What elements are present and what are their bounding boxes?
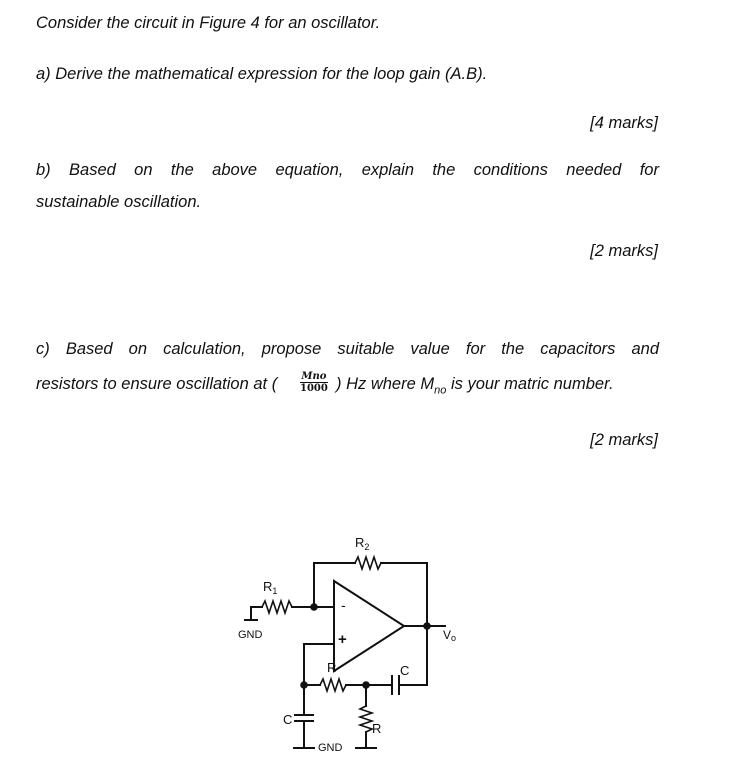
label-gnd-left: GND [238,629,263,641]
resistor-r-series [320,679,346,691]
label-r1: $R_1$ [263,579,278,596]
resistor-r1 [262,601,292,613]
resistor-r2 [355,557,381,569]
label-vo: Vo [443,628,457,643]
r1-ground-wire [251,607,262,620]
question-a: a) Derive the mathematical expression for the loop gain (A.B). [36,65,488,83]
node-output [424,623,430,629]
label-r2: $R_2$ [355,535,370,552]
question-c-line2-end: ) Hz where $M_{no}$ is your matric number. [336,375,614,397]
label-r-series: R [327,660,337,675]
question-b-line2: sustainable oscillation. [36,193,202,211]
fraction-numerator: Mno [301,371,327,382]
intro-text: Consider the circuit in Figure 4 for an oscillator. [36,14,381,32]
question-c-line1: c) Based on calculation, propose suitable value for the capacitors and [36,340,659,358]
noninverting-input-sign: + [338,631,347,648]
inverting-input-sign: - [341,597,346,613]
marks-b: [2 marks] [590,242,658,260]
question-b-line1: b) Based on the above equation, explain the conditions needed for [36,161,659,179]
marks-c: [2 marks] [590,431,658,449]
fraction-denominator: 1000 [300,383,328,394]
label-r-shunt: R [372,721,382,736]
op-amp [334,581,404,671]
resistor-r-shunt [360,706,372,732]
label-c-shunt: C [283,712,293,727]
question-c-line2-start: resistors to ensure oscillation at ( [36,375,278,393]
marks-a: [4 marks] [590,114,658,132]
label-c-series: C [400,663,410,678]
label-gnd-bottom: GND [318,742,343,754]
